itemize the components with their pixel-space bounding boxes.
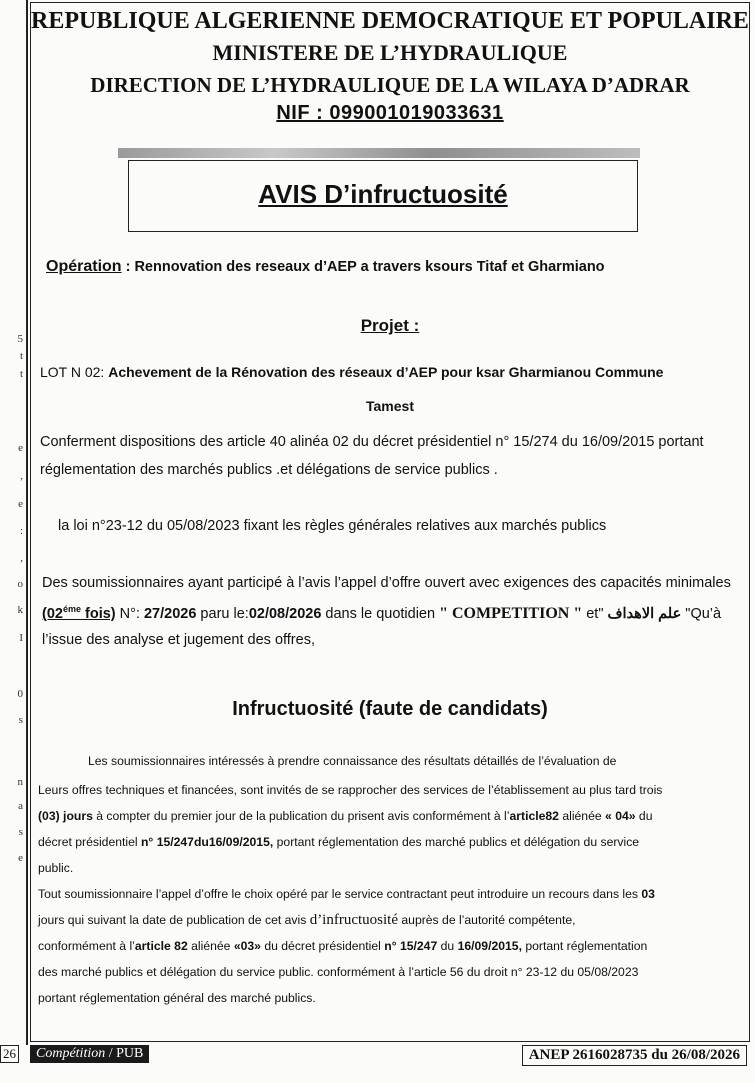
operation-label: Opération (46, 258, 122, 275)
p3-d: dans le quotidien (321, 605, 440, 622)
clipped-char: , (20, 552, 23, 564)
clipped-char: s (18, 714, 23, 726)
p3-c: paru le: (196, 605, 249, 622)
clipped-char: , (20, 470, 23, 482)
lot-text: Achevement de la Rénovation des réseaux d’AEP pour ksar Gharmianou Commune (108, 364, 664, 380)
body-line-9: portant réglementation général des marché publics. (38, 991, 316, 1005)
infructuosite-heading: Infructuosité (faute de candidats) (232, 698, 548, 720)
footer-anep: ANEP 2616028735 du 26/08/2026 (522, 1045, 747, 1066)
clipped-char: 5 (17, 333, 23, 345)
footer-source: Compétition / PUB (30, 1045, 149, 1063)
header-ministere: MINISTERE DE L’HYDRAULIQUE (212, 40, 568, 65)
body-line-2: (03) jours à compter du premier jour de la publication du prisent avis conformément à l’article82 aliénée « 04» du (38, 809, 653, 823)
header-direction: DIRECTION DE L’HYDRAULIQUE DE LA WILAYA D’ADRAR (90, 73, 690, 97)
left-column-edge (0, 0, 28, 1045)
body-line-6: jours qui suivant la date de publication de cet avis d’infructuosité auprès de l’autorité compétente, (38, 912, 576, 928)
clipped-char: t (19, 368, 23, 380)
clipped-char: a (18, 800, 23, 812)
clipped-char: : (19, 525, 23, 537)
clipped-char: e (18, 852, 23, 864)
p3-num: 27/2026 (143, 605, 197, 622)
clipped-char: 0 (17, 688, 23, 700)
p3-fois: ($02^{éme}$ fois) (42, 604, 116, 622)
clipped-char: n (17, 776, 23, 788)
p3-a: Des soumissionnaires ayant participé à l’avis l’appel d’offre ouvert avec exigences des capacités minimales (42, 575, 731, 591)
body-line-4: public. (38, 861, 74, 875)
p3-b: N°: (115, 605, 144, 622)
lot-prefix: LOT N 02: (40, 364, 109, 380)
body-line-3: décret présidentiel n° 15/247du16/09/2015, portant réglementation des marché publics et délégation du service (38, 835, 640, 849)
paragraph-decret: Conferment dispositions des article 40 alinéa 02 du décret présidentiel n° 15/274 du 16/09/2015 portant réglementation des marchés publics .et délégations de service publics . (40, 434, 704, 478)
decorative-bar (118, 148, 640, 158)
body-line-0: Les soumissionnaires intéressés à prendre connaissance des résultats détaillés de l’évaluation de (88, 754, 617, 768)
p3-journal1: " COMPETITION " (439, 604, 583, 622)
lot-line (40, 364, 663, 380)
clipped-char: t (19, 350, 23, 362)
clipped-char: e (18, 442, 23, 454)
clipped-char: e (18, 498, 23, 510)
p3-e: et" (582, 605, 608, 622)
clipped-char: k (17, 604, 23, 616)
clipped-char: I (19, 632, 23, 644)
clipped-char: o (17, 578, 23, 590)
projet-label: Projet : (360, 316, 420, 335)
operation-sep: : (121, 259, 135, 275)
page-title: AVIS D’infructuosité (258, 179, 508, 209)
title-box (128, 160, 638, 232)
paragraph-soumissionnaires (42, 570, 732, 653)
p3-date: 02/08/2026 (248, 605, 322, 622)
p3-f: "Qu’à l’issue des analyse et jugement des offres, (42, 605, 722, 648)
body-line-7: conformément à l’article 82 aliénée «03» du décret présidentiel n° 15/247 du 16/09/2015, portant réglementation (38, 939, 648, 953)
body-line-8: des marché publics et délégation du service public. conformément à l’article 56 du droit n° 23-12 du 05/08/2023 (38, 965, 639, 979)
p3-journal2: علم الاهداف (607, 605, 682, 622)
body-line-5: Tout soumissionnaire l’appel d’offre le choix opéré par le service contractant peut introduire un recours dans les 03 (38, 887, 655, 901)
paragraph-loi: la loi n°23-12 du 05/08/2023 fixant les règles générales relatives aux marchés publics (58, 518, 607, 534)
clipped-char: s (18, 826, 23, 838)
page-number: 26 (0, 1045, 19, 1063)
header-nif: NIF : 099001019033631 (276, 102, 504, 124)
lot-commune: Tamest (366, 398, 414, 414)
operation-text: Rennovation des reseaux d’AEP a travers ksours Titaf et Gharmiano (134, 259, 605, 275)
operation-line (46, 258, 605, 276)
header-republique: REPUBLIQUE ALGERIENNE DEMOCRATIQUE ET POPULAIRE (31, 8, 749, 34)
body-line-1: Leurs offres techniques et financées, sont invités de se rapprocher des services de l’établissement au plus tard trois (38, 783, 663, 797)
